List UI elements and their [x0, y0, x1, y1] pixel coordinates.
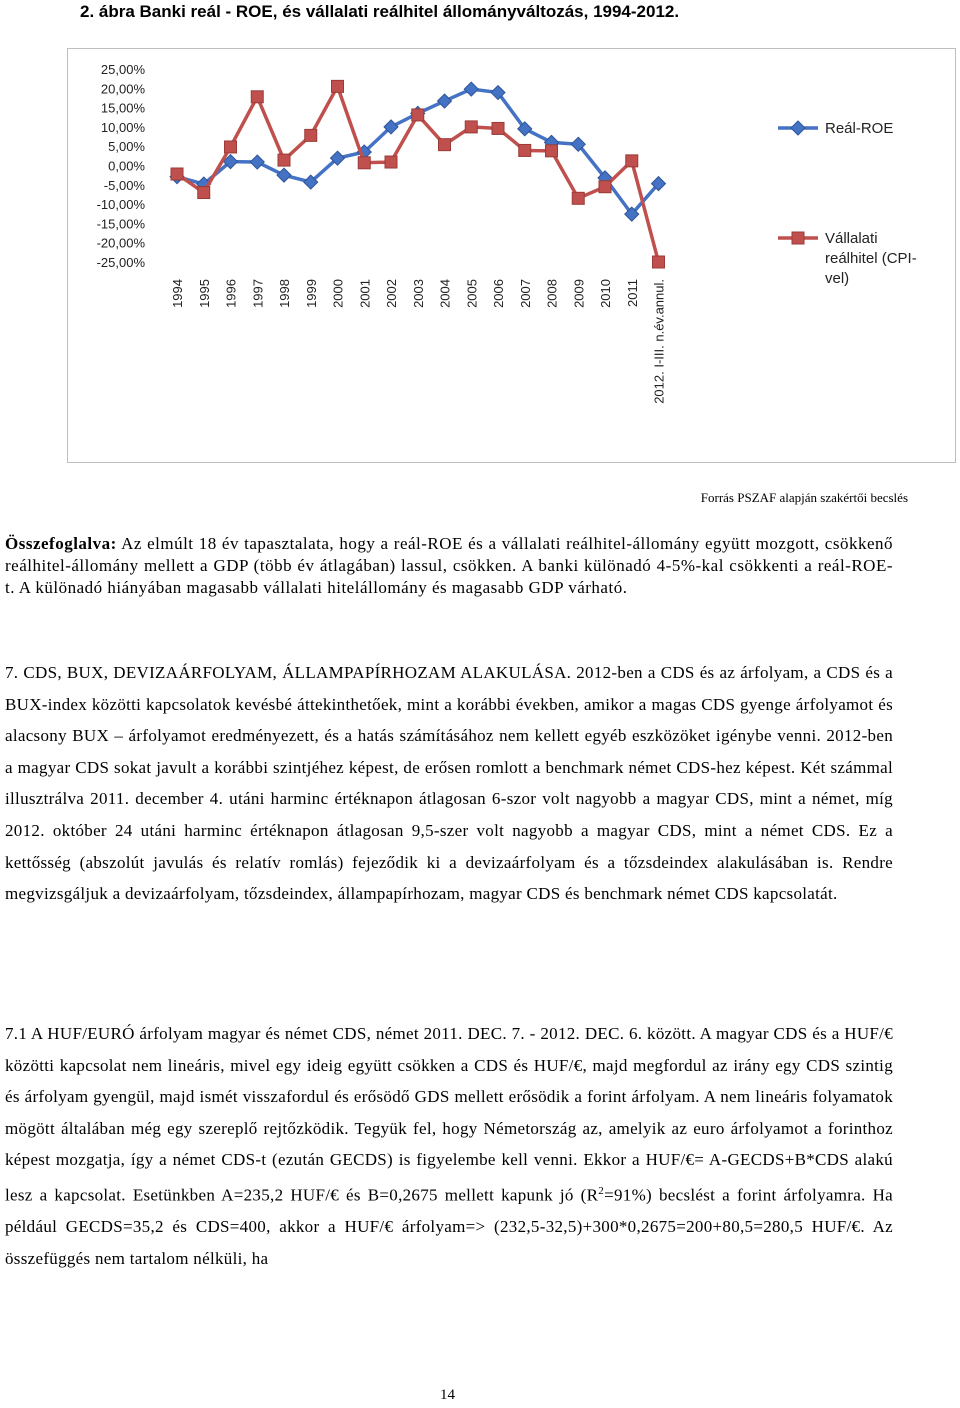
legend-marker-credit	[792, 232, 804, 244]
x-tick-label: 2004	[437, 279, 453, 308]
y-tick-label: -15,00%	[96, 216, 145, 232]
page-number: 14	[440, 1387, 455, 1403]
r-squared-superscript: 2	[598, 1184, 605, 1197]
credit-marker	[198, 187, 210, 199]
x-tick-label: 2011	[624, 279, 640, 307]
x-tick-label: 2006	[491, 279, 506, 308]
x-tick-label: 2007	[517, 279, 533, 308]
x-tick-label: 2005	[464, 279, 480, 308]
credit-marker	[385, 156, 397, 168]
credit-marker	[412, 109, 424, 121]
chart-frame	[67, 48, 956, 463]
legend-label-roe: Reál-ROE	[825, 120, 894, 137]
credit-marker	[599, 181, 611, 193]
x-tick-label: 1997	[250, 279, 266, 308]
credit-marker	[546, 145, 558, 157]
y-tick-label: 5,00%	[108, 139, 145, 155]
x-tick-label: 2008	[544, 279, 560, 308]
y-tick-label: 0,00%	[108, 158, 145, 174]
y-tick-label: -10,00%	[96, 197, 145, 213]
section-7-heading: 7. CDS, BUX, DEVIZAÁRFOLYAM, ÁLLAMPAPÍRHOZAM ALAKULÁSA.	[5, 663, 572, 682]
x-tick-label: 2009	[571, 279, 587, 308]
credit-marker	[225, 141, 237, 153]
credit-marker	[332, 80, 344, 92]
roe-marker	[464, 82, 478, 96]
x-tick-label: 2002	[384, 279, 399, 308]
credit-marker	[572, 192, 584, 204]
x-tick-label: 2001	[357, 279, 373, 308]
credit-marker	[278, 154, 290, 166]
x-tick-label: 1995	[196, 279, 212, 308]
section-7-1-text-a: 7.1 A HUF/EURÓ árfolyam magyar és német CDS, német 2011. DEC. 7. - 2012. DEC. 6. között. A magyar CDS és a HUF/€ közötti kapcsolat nem lineáris, mivel egy ideig együtt csökken a CDS és HUF/€, majd megfordul az irány egy CDS szintig és árfolyam gyengül, majd ismét visszafordul és erősödő GDS mellett erősödik a forint árfolyam. A nem lineáris folyamatok mögött általában még egy szereplő rejtőzködik. Tegyük fel, hogy Németország az, amelyik az euro árfolyamot a forinthoz képest mozgatja, így a német CDS-t (ezután GECDS) is figyelembe kell venni. Ekkor a HUF/€= A-GECDS+B*CDS alakú lesz a kapcsolat. Esetünkben A=235,2 HUF/€ és B=0,2675 mellett kapunk jó (R	[5, 1024, 893, 1205]
section-7-1	[5, 1018, 893, 1274]
section-7-text: 2012-ben a CDS és az árfolyam, a CDS és a BUX-index közötti kapcsolatok kevésbé áttekinthetőek, mint a korábbi években, amikor a magas CDS gyenge árfolyamot és alacsony BUX – árfolyamot eredményezett, és a hatás számításához nem kellett egyéb eszközöket igénybe venni. 2012-ben a magyar CDS sokat javult a korábbi szintjéhez képest, de erősen romlott a benchmark német CDS-hez képest. Két számmal illusztrálva 2011. december 4. utáni harminc értéknapon átlagosan 6-szor volt nagyobb a magyar CDS, mint a német, míg 2012. október 24 utáni harminc értéknapon átlagosan 9,5-szer volt nagyobb a magyar CDS, mint a német CDS. Ez a kettősség (abszolút javulás és relatív romlás) fejeződik ki a devizaárfolyam és a tőzsdeindex alakulásában is. Rendre megvizsgáljuk a devizaárfolyam, tőzsdeindex, állampapírhozam, magyar CDS és benchmark német CDS kapcsolatát.	[5, 663, 893, 904]
credit-marker	[358, 157, 370, 169]
legend-label-credit: Vállalati reálhitel (CPI-vel)	[825, 230, 917, 287]
y-tick-label: 20,00%	[100, 81, 145, 97]
roe-marker	[277, 168, 291, 182]
x-tick-label: 2000	[330, 279, 346, 308]
credit-marker	[626, 155, 638, 167]
figure-title: 2. ábra Banki reál - ROE, és vállalati reálhitel állományváltozás, 1994-2012.	[80, 2, 680, 21]
roe-marker	[438, 94, 452, 108]
credit-marker	[305, 129, 317, 141]
summary-paragraph	[5, 533, 893, 599]
x-tick-label: 1998	[277, 279, 292, 308]
legend-marker-roe	[791, 121, 805, 135]
x-tick-label: 1996	[223, 279, 239, 308]
credit-marker	[519, 144, 531, 156]
y-tick-label: 25,00%	[100, 62, 145, 77]
section-7-1-text-b: =91%) becslést a forint árfolyamra. Ha például GECDS=35,2 és CDS=400, akkor a HUF/€ árfolyam=> (232,5-32,5)+300*0,2675=200+80,5=280,5 HUF/€. Az összefüggés nem tartalom nélküli, ha	[5, 1185, 893, 1268]
roe-marker	[250, 155, 264, 169]
credit-marker	[465, 121, 477, 133]
y-tick-label: 15,00%	[100, 100, 145, 116]
summary-label: Összefoglalva:	[5, 534, 117, 553]
y-tick-label: -25,00%	[96, 255, 145, 270]
credit-marker	[653, 256, 665, 268]
summary-text: Az elmúlt 18 év tapasztalata, hogy a reál-ROE és a vállalati reálhitel-állomány együtt mozgott, csökkenő reálhitel-állomány mellett a GDP (több év átlagában) lassul, csökken. A banki különadó 4-5%-kal csökkenti a reál-ROE-t. A különadó hiányában magasabb vállalati hitelállomány és magasabb GDP várható.	[5, 534, 893, 597]
y-tick-label: 10,00%	[100, 119, 145, 135]
y-tick-label: -20,00%	[96, 235, 145, 251]
x-tick-label: 1994	[170, 279, 185, 308]
credit-marker	[492, 122, 504, 134]
x-tick-label: 2003	[410, 279, 426, 308]
x-tick-label: 1999	[303, 279, 319, 308]
figure-source: Forrás PSZAF alapján szakértői becslés	[700, 490, 908, 505]
x-tick-label: 2012. I-III. n.év.annul.	[651, 279, 667, 404]
x-tick-label: 2010	[598, 279, 613, 308]
credit-marker	[439, 139, 451, 151]
y-tick-label: -5,00%	[103, 177, 145, 193]
section-7	[5, 657, 893, 910]
credit-marker	[171, 168, 183, 180]
line-chart	[68, 49, 957, 464]
credit-marker	[251, 91, 263, 103]
